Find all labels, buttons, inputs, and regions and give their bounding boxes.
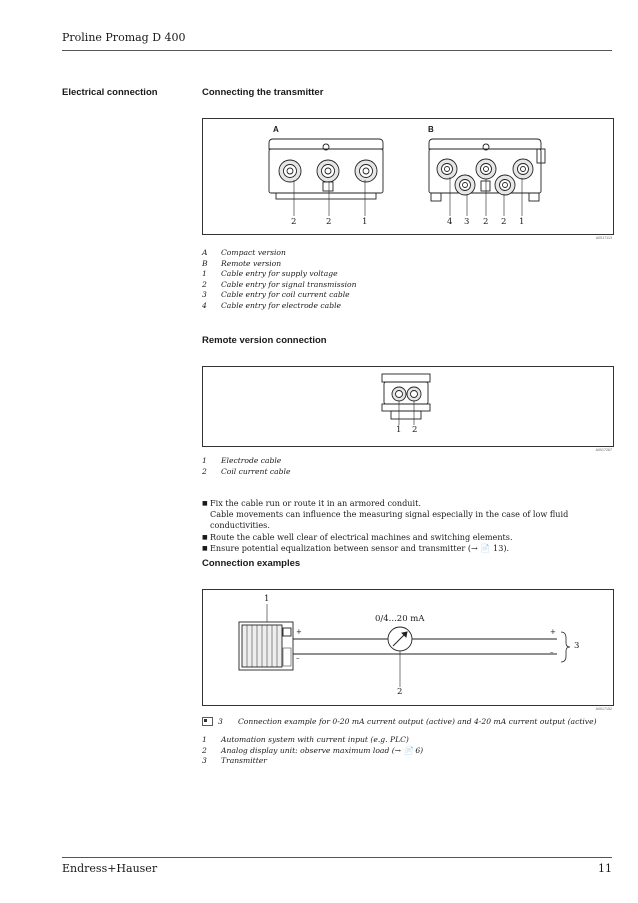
callout-remote-1: 1 <box>396 425 402 435</box>
callout-b-2: 3 <box>464 217 470 227</box>
legend-item: 2 Analog display unit: observe maximum load (→ 📄 6) <box>202 745 424 755</box>
callout-example-2: 2 <box>397 687 403 697</box>
bullet-list <box>202 498 622 554</box>
transmitter-plus-terminal: + <box>550 628 556 636</box>
callout-a-1: 2 <box>291 217 297 227</box>
callout-example-1: 1 <box>264 594 270 604</box>
legend-item: A Compact version <box>202 248 286 257</box>
bullet-subtext: Cable movements can influence the measuring signal especially in the case of low fluid conductivities. <box>210 509 569 531</box>
bullet-item: ■ Ensure potential equalization between sensor and transmitter (→ 📄 13). <box>202 542 510 553</box>
legend-example <box>202 735 423 767</box>
analog-display-icon <box>388 627 412 651</box>
figure-id: A0017152 <box>595 707 612 711</box>
cable-gland-a-middle <box>317 160 339 191</box>
cable-gland-a-right <box>355 160 377 182</box>
header-rule <box>62 50 612 51</box>
remote-housing <box>429 139 545 216</box>
callout-b-5: 1 <box>519 217 525 227</box>
legend-remote <box>202 456 290 477</box>
transmitter-drawing <box>203 119 613 234</box>
legend-item: B Remote version <box>202 258 282 268</box>
cable-gland-b-3 <box>455 175 475 195</box>
cable-gland-b-4 <box>437 159 457 179</box>
footer-brand: Endress+Hauser <box>62 862 158 875</box>
legend-item: 4 Cable entry for electrode cable <box>202 300 341 310</box>
electrode-cable-gland <box>392 387 406 401</box>
figure-connection-example <box>202 589 614 706</box>
caption-number: 3 <box>218 717 223 726</box>
callout-example-3: 3 <box>574 641 580 651</box>
cable-gland-b-2b <box>495 175 515 195</box>
callout-b-1: 4 <box>447 217 453 227</box>
callout-a-3: 1 <box>362 217 368 227</box>
figure-remote-connection <box>202 366 614 447</box>
bullet-item: ■ Fix the cable run or route it in an armored conduit. <box>202 498 421 508</box>
plc-device <box>239 622 293 670</box>
cable-gland-b-2a <box>476 159 496 179</box>
legend-transmitter <box>202 248 357 311</box>
caption-text: Connection example for 0-20 mA current output (active) and 4-20 mA current output (active) <box>238 717 597 726</box>
coil-cable-gland <box>407 387 421 401</box>
legend-item: 1 Automation system with current input (e.g. PLC) <box>202 735 409 744</box>
plc-minus-terminal: – <box>296 654 300 662</box>
compact-housing <box>269 139 383 216</box>
legend-item: 3 Transmitter <box>202 756 267 765</box>
heading-remote-connection: Remote version connection <box>202 335 327 346</box>
bullet-item: ■ Route the cable well clear of electrical machines and switching elements. <box>202 531 513 542</box>
legend-item: 2 Cable entry for signal transmission <box>202 279 357 289</box>
transmitter-minus-terminal: – <box>550 648 554 656</box>
label-b: B <box>428 125 434 134</box>
current-range-label: 0/4...20 mA <box>375 614 425 624</box>
legend-item: 1 Cable entry for supply voltage <box>202 269 338 278</box>
callout-remote-2: 2 <box>412 425 418 435</box>
remote-connection-drawing <box>203 367 613 446</box>
figure-caption <box>202 717 597 726</box>
figure-icon <box>202 717 213 726</box>
cable-gland-a-left <box>279 160 301 182</box>
callout-a-2: 2 <box>326 217 332 227</box>
legend-item: 2 Coil current cable <box>202 466 291 476</box>
figure-id: A0017113 <box>595 236 612 240</box>
figure-transmitter-entries <box>202 118 614 235</box>
label-a: A <box>273 125 279 134</box>
document-title: Proline Promag D 400 <box>62 31 186 44</box>
legend-item: 1 Electrode cable <box>202 456 282 465</box>
heading-connecting-transmitter: Connecting the transmitter <box>202 87 324 98</box>
section-title: Electrical connection <box>62 87 158 98</box>
heading-connection-examples: Connection examples <box>202 558 301 569</box>
legend-item: 3 Cable entry for coil current cable <box>202 290 350 299</box>
callout-b-4: 2 <box>501 217 507 227</box>
plc-plus-terminal: + <box>296 628 302 636</box>
page-number: 11 <box>598 862 612 875</box>
callout-b-3: 2 <box>483 217 489 227</box>
footer-rule <box>62 857 612 858</box>
cable-gland-b-1 <box>513 159 533 179</box>
figure-id: A0017267 <box>595 448 612 452</box>
